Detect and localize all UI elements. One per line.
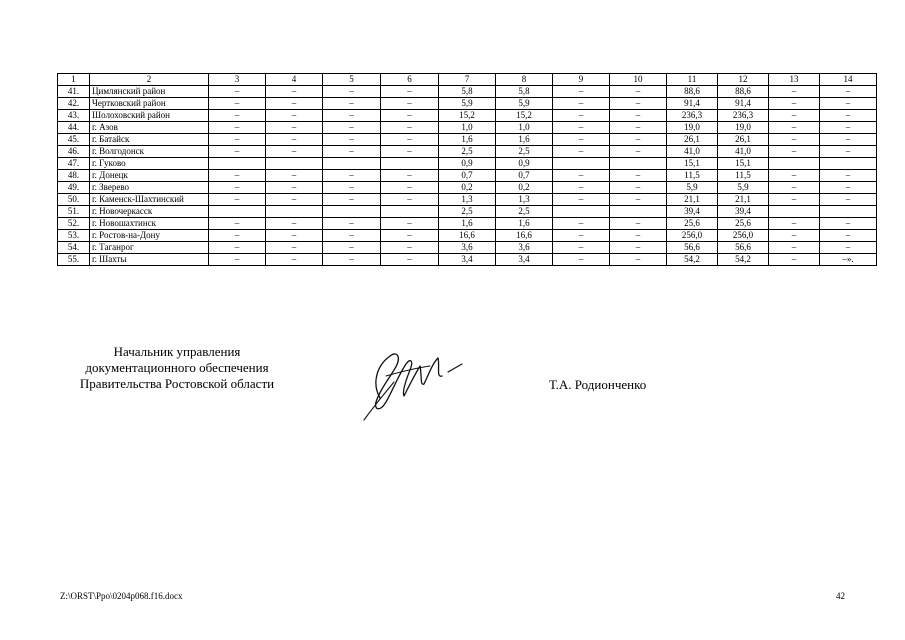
- row-name-cell: г. Новочеркасск: [90, 206, 209, 218]
- table-cell: –: [209, 194, 266, 206]
- table-header-cell: 4: [266, 74, 323, 86]
- handwritten-signature: [350, 336, 470, 426]
- table-cell: –: [820, 98, 877, 110]
- table-cell: [553, 206, 610, 218]
- table-cell: –: [266, 98, 323, 110]
- table-cell: 56,6: [667, 242, 718, 254]
- row-name-cell: г. Каменск-Шахтинский: [90, 194, 209, 206]
- table-cell: 1,6: [496, 134, 553, 146]
- table-cell: –: [610, 182, 667, 194]
- table-cell: 53.: [58, 230, 90, 242]
- table-cell: 43.: [58, 110, 90, 122]
- table-cell: [266, 206, 323, 218]
- table-cell: –: [610, 86, 667, 98]
- table-cell: –: [323, 194, 381, 206]
- table-cell: 55.: [58, 254, 90, 266]
- table-cell: 21,1: [718, 194, 769, 206]
- table-cell: 5,9: [496, 98, 553, 110]
- table-cell: 1,6: [439, 134, 496, 146]
- table-cell: 88,6: [718, 86, 769, 98]
- table-cell: –: [381, 182, 439, 194]
- table-cell: –: [381, 170, 439, 182]
- table-cell: –: [553, 110, 610, 122]
- table-row: [58, 206, 877, 218]
- table-cell: –: [553, 194, 610, 206]
- table-cell: –: [381, 86, 439, 98]
- table-cell: –: [323, 218, 381, 230]
- table-cell: 21,1: [667, 194, 718, 206]
- table-cell: 49.: [58, 182, 90, 194]
- table-cell: –: [323, 170, 381, 182]
- table-cell: –: [820, 86, 877, 98]
- table-cell: [266, 158, 323, 170]
- table-cell: 1,3: [496, 194, 553, 206]
- row-name-cell: г. Таганрог: [90, 242, 209, 254]
- table-cell: –: [323, 86, 381, 98]
- table-cell: –: [266, 146, 323, 158]
- table-cell: –: [769, 122, 820, 134]
- table-row: [58, 122, 877, 134]
- table-cell: 26,1: [718, 134, 769, 146]
- row-name-cell: г. Шахты: [90, 254, 209, 266]
- table-cell: 2,5: [496, 206, 553, 218]
- table-cell: 236,3: [667, 110, 718, 122]
- table-cell: –: [820, 218, 877, 230]
- table-cell: –: [769, 134, 820, 146]
- row-name-cell: г. Волгодонск: [90, 146, 209, 158]
- table-cell: –: [820, 122, 877, 134]
- table-cell: 26,1: [667, 134, 718, 146]
- row-name-cell: г. Ростов-на-Дону: [90, 230, 209, 242]
- table-cell: –: [769, 146, 820, 158]
- table-cell: –: [553, 146, 610, 158]
- table-header-cell: 10: [610, 74, 667, 86]
- table-cell: 54,2: [718, 254, 769, 266]
- table-cell: [820, 158, 877, 170]
- table-cell: –: [266, 86, 323, 98]
- table-cell: –: [769, 254, 820, 266]
- table-cell: –: [553, 170, 610, 182]
- table-cell: –: [553, 86, 610, 98]
- table-cell: 51.: [58, 206, 90, 218]
- table-row: [58, 194, 877, 206]
- table-cell: –: [610, 230, 667, 242]
- table-cell: –: [553, 134, 610, 146]
- table-row: [58, 242, 877, 254]
- table-cell: –: [266, 218, 323, 230]
- table-cell: –: [209, 254, 266, 266]
- table-row: [58, 134, 877, 146]
- table-header-cell: 9: [553, 74, 610, 86]
- table-cell: –: [553, 218, 610, 230]
- table-cell: 88,6: [667, 86, 718, 98]
- table-body: [58, 74, 877, 266]
- table-cell: –: [209, 146, 266, 158]
- table-row: [58, 110, 877, 122]
- table-cell: [553, 158, 610, 170]
- table-cell: –: [381, 218, 439, 230]
- table-cell: –: [381, 110, 439, 122]
- table-cell: –: [820, 134, 877, 146]
- table-cell: 0,7: [496, 170, 553, 182]
- table-cell: –: [323, 182, 381, 194]
- table-cell: 45.: [58, 134, 90, 146]
- table-cell: –: [820, 182, 877, 194]
- table-cell: 3,4: [439, 254, 496, 266]
- table-cell: –: [209, 230, 266, 242]
- table-cell: [769, 158, 820, 170]
- table-cell: –: [553, 242, 610, 254]
- table-cell: 44.: [58, 122, 90, 134]
- table-cell: 39,4: [667, 206, 718, 218]
- table-cell: [209, 206, 266, 218]
- signature-title-line-3: Правительства Ростовской области: [79, 376, 275, 391]
- table-cell: –: [769, 98, 820, 110]
- table-cell: –: [610, 146, 667, 158]
- signatory-name: Т.А. Родионченко: [549, 377, 647, 392]
- table-cell: [820, 206, 877, 218]
- table-cell: –: [610, 98, 667, 110]
- table-cell: 1,0: [496, 122, 553, 134]
- table-cell: –: [610, 170, 667, 182]
- table-cell: –: [769, 110, 820, 122]
- data-table: [57, 73, 877, 266]
- table-cell: –: [820, 194, 877, 206]
- table-cell: 41.: [58, 86, 90, 98]
- table-row: [58, 98, 877, 110]
- table-cell: 0,7: [439, 170, 496, 182]
- table-row: [58, 218, 877, 230]
- table-cell: –: [209, 86, 266, 98]
- row-name-cell: г. Зверево: [90, 182, 209, 194]
- table-cell: –: [769, 230, 820, 242]
- table-cell: –: [769, 170, 820, 182]
- table-cell: 256,0: [718, 230, 769, 242]
- table-cell: 5,8: [439, 86, 496, 98]
- table-cell: 11,5: [667, 170, 718, 182]
- table-cell: 52.: [58, 218, 90, 230]
- table-cell: –: [381, 134, 439, 146]
- table-cell: –: [610, 194, 667, 206]
- table-cell: –: [266, 242, 323, 254]
- table-cell: 3,6: [439, 242, 496, 254]
- table-header-cell: 14: [820, 74, 877, 86]
- table-cell: –: [769, 182, 820, 194]
- table-cell: [381, 158, 439, 170]
- table-cell: –: [209, 98, 266, 110]
- table-cell: –: [553, 182, 610, 194]
- table-cell: 3,4: [496, 254, 553, 266]
- table-cell: –: [266, 254, 323, 266]
- table-cell: 1,3: [439, 194, 496, 206]
- table-cell: –: [820, 242, 877, 254]
- table-cell: –: [553, 98, 610, 110]
- table-header-cell: 13: [769, 74, 820, 86]
- table-cell: 39,4: [718, 206, 769, 218]
- table-cell: 50.: [58, 194, 90, 206]
- table-cell: 3,6: [496, 242, 553, 254]
- row-name-cell: г. Батайск: [90, 134, 209, 146]
- table-cell: –: [266, 230, 323, 242]
- table-cell: 11,5: [718, 170, 769, 182]
- table-cell: –: [820, 110, 877, 122]
- table-cell: –: [266, 110, 323, 122]
- table-cell: 16,6: [439, 230, 496, 242]
- table-cell: –: [266, 170, 323, 182]
- table-cell: 54,2: [667, 254, 718, 266]
- table-cell: 0,2: [439, 182, 496, 194]
- row-name-cell: г. Азов: [90, 122, 209, 134]
- table-cell: 5,8: [496, 86, 553, 98]
- table-header-cell: 11: [667, 74, 718, 86]
- table-cell: –: [209, 170, 266, 182]
- table-row: [58, 170, 877, 182]
- row-name-cell: Шолоховский район: [90, 110, 209, 122]
- row-name-cell: Цимлянский район: [90, 86, 209, 98]
- table-cell: 41,0: [718, 146, 769, 158]
- table-header-cell: 3: [209, 74, 266, 86]
- page-number: 42: [836, 591, 845, 601]
- table-cell: [209, 158, 266, 170]
- table-cell: –: [266, 182, 323, 194]
- table-cell: –: [381, 146, 439, 158]
- table-row: [58, 230, 877, 242]
- table-cell: 42.: [58, 98, 90, 110]
- table-cell: 46.: [58, 146, 90, 158]
- footer-file-path: Z:\ORST\Ppo\0204p068.f16.docx: [60, 591, 183, 601]
- table-cell: –: [820, 170, 877, 182]
- table-cell: 236,3: [718, 110, 769, 122]
- table-cell: –: [323, 98, 381, 110]
- table-cell: 2,5: [439, 146, 496, 158]
- table-cell: –: [610, 218, 667, 230]
- table-cell: 15,2: [439, 110, 496, 122]
- table-cell: 15,2: [496, 110, 553, 122]
- table-cell: 48.: [58, 170, 90, 182]
- table-cell: –: [209, 242, 266, 254]
- table-cell: –: [323, 146, 381, 158]
- table-cell: 1,0: [439, 122, 496, 134]
- table-cell: –: [209, 110, 266, 122]
- table-cell: –: [209, 122, 266, 134]
- table-cell: 41,0: [667, 146, 718, 158]
- table-cell: 91,4: [718, 98, 769, 110]
- table-cell: 56,6: [718, 242, 769, 254]
- signature-title-line-2: документационного обеспечения: [85, 360, 269, 375]
- table-cell: [769, 206, 820, 218]
- table-cell: –: [209, 134, 266, 146]
- table-cell: –: [610, 254, 667, 266]
- table-header-cell: 5: [323, 74, 381, 86]
- table-cell: 2,5: [439, 206, 496, 218]
- table-cell: 19,0: [718, 122, 769, 134]
- table-cell: 16,6: [496, 230, 553, 242]
- table-cell: 15,1: [718, 158, 769, 170]
- table-cell: 1,6: [439, 218, 496, 230]
- signature-title: [62, 344, 292, 392]
- table-cell: –: [381, 254, 439, 266]
- table-cell: [323, 206, 381, 218]
- table-cell: 0,9: [439, 158, 496, 170]
- table-row: [58, 254, 877, 266]
- table-cell: 5,9: [718, 182, 769, 194]
- table-cell: –: [266, 194, 323, 206]
- table-row: [58, 86, 877, 98]
- table-cell: –: [266, 122, 323, 134]
- table-cell: 54.: [58, 242, 90, 254]
- table-cell: 91,4: [667, 98, 718, 110]
- table-cell: –: [610, 110, 667, 122]
- table-header-cell: 8: [496, 74, 553, 86]
- table-cell: –: [820, 230, 877, 242]
- table-cell: –: [610, 122, 667, 134]
- table-header-cell: 12: [718, 74, 769, 86]
- table-cell: –: [323, 242, 381, 254]
- table-cell: –: [381, 98, 439, 110]
- table-cell: 15,1: [667, 158, 718, 170]
- table-cell: –: [209, 182, 266, 194]
- table-row: [58, 182, 877, 194]
- table-cell: 25,6: [667, 218, 718, 230]
- table-row: [58, 146, 877, 158]
- row-name-cell: г. Гуково: [90, 158, 209, 170]
- table-cell: –: [381, 230, 439, 242]
- table-cell: –: [209, 218, 266, 230]
- table-cell: –: [323, 110, 381, 122]
- table-cell: 1,6: [496, 218, 553, 230]
- table-cell: –: [553, 254, 610, 266]
- table-cell: –: [769, 218, 820, 230]
- table-cell: –: [381, 194, 439, 206]
- table-header-cell: 2: [90, 74, 209, 86]
- table-cell: 47.: [58, 158, 90, 170]
- table-cell: –: [266, 134, 323, 146]
- row-name-cell: г. Донецк: [90, 170, 209, 182]
- table-cell: –: [381, 242, 439, 254]
- table-row: [58, 158, 877, 170]
- table-cell: –: [610, 242, 667, 254]
- table-header-cell: 7: [439, 74, 496, 86]
- table-header-cell: 6: [381, 74, 439, 86]
- table-cell: –: [381, 122, 439, 134]
- table-cell: 5,9: [667, 182, 718, 194]
- table-cell: 0,9: [496, 158, 553, 170]
- table-cell: [323, 158, 381, 170]
- table-cell: –: [553, 230, 610, 242]
- table-cell: –: [769, 194, 820, 206]
- table-cell: –: [769, 242, 820, 254]
- table-cell: –: [323, 122, 381, 134]
- table-header-cell: 1: [58, 74, 90, 86]
- table-cell: –: [769, 86, 820, 98]
- signature-title-line-1: Начальник управления: [113, 344, 241, 359]
- table-cell: 25,6: [718, 218, 769, 230]
- table-cell: [381, 206, 439, 218]
- row-name-cell: Чертковский район: [90, 98, 209, 110]
- table-cell: –: [553, 122, 610, 134]
- table-cell: –: [610, 134, 667, 146]
- row-name-cell: г. Новошахтинск: [90, 218, 209, 230]
- table-cell: [610, 206, 667, 218]
- table-cell: 19,0: [667, 122, 718, 134]
- table-cell: –: [820, 146, 877, 158]
- table-cell: –».: [820, 254, 877, 266]
- table-cell: 256,0: [667, 230, 718, 242]
- table-cell: 2,5: [496, 146, 553, 158]
- table-cell: –: [323, 230, 381, 242]
- table-cell: 0,2: [496, 182, 553, 194]
- table-cell: –: [323, 134, 381, 146]
- table-header-row: [58, 74, 877, 86]
- table-cell: 5,9: [439, 98, 496, 110]
- table-cell: –: [323, 254, 381, 266]
- table-cell: [610, 158, 667, 170]
